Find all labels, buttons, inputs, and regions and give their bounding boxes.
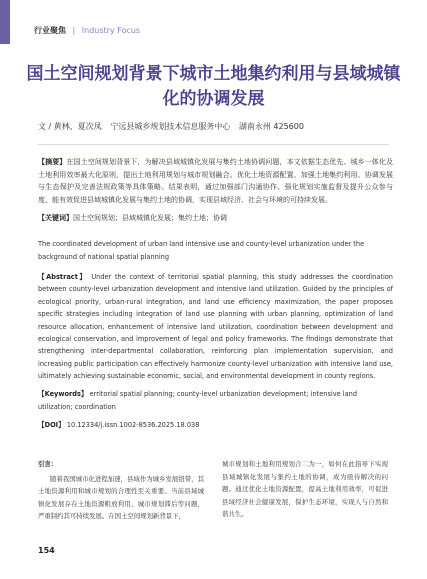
chinese-keywords-text: 国土空间规划；县域城镇化发展；集约土地；协调	[73, 214, 227, 222]
body-column-right	[222, 458, 388, 521]
column-header	[34, 26, 140, 36]
header-separator: |	[72, 26, 76, 35]
body-paragraph-right: 城市规划和土地利用规划合二为一，如何在此指导下实现县域城镇化发展与集约土地的协调，成为亟待解决的问题。通过优化土地资源配置，提高土地利用效率，可促进县域经济社会健康发展，保护生态环境，实现人与自然和谐共生。	[222, 460, 388, 518]
introduction-heading: 引言：	[38, 460, 58, 468]
corner-accent-block	[0, 0, 10, 44]
english-keywords-label: 【Keywords】	[38, 390, 88, 398]
article-title: 国土空间规划背景下城市土地集约利用与县域城镇化的协调发展	[26, 64, 401, 109]
doi-label: 【DOI】	[38, 421, 65, 429]
author-names: 文 / 黄林、夏次凤	[38, 122, 102, 131]
english-title: The coordinated development of urban land intensive use and county-level urbanization under the background of national spatial planning	[38, 240, 365, 261]
english-keywords	[38, 388, 393, 413]
page-number: 154	[38, 546, 55, 555]
body-paragraph-left: 随着我国城市化进程加速，县域作为城乡发展纽带，其土地资源利用和城市规划的合理性至关重要。当前县域城镇化发展存在土地资源粗放利用、城市规划滞后等问题，严重制约其可持续发展。在国土空间规划新背景下，	[38, 474, 204, 520]
english-abstract-label: 【Abstract】	[38, 273, 88, 281]
chinese-abstract	[38, 156, 393, 206]
chinese-abstract-text: 在国土空间规划背景下，为解决县域城镇化发展与集约土地协调问题，本文依据生态优先、城乡一体化及土地利用效率最大化原则，提出土地利用规划与城市规划融合、优化土地资源配置、加强土地集约利用、协调发展与生态保护及完善法规政策等具体策略。结果表明，通过加强部门沟通协作、强化规划实施监督及提升公众参与度，能有效促进县域城镇化发展与集约土地的协调，实现县域经济、社会与环境的可持续发展。	[38, 158, 394, 204]
doi-line	[38, 420, 199, 430]
divider	[38, 144, 389, 145]
english-abstract-text: Under the context of territorial spatial planning, this study addresses the coordination between county-level urbanization development and intensive land utilization. Guided by the principles of ecological priority, urban-rural integration, and land use efficiency maximization, the paper proposes specific strategies including integration of land use planning with urban planning, optimization of land resource allocation, enhancement of intensive land utilization, coordination between development and ecological conservation, and improvement of legal and policy frameworks. The findings demonstrate that strengthening inter-departmental collaboration, reinforcing plan implementation supervision, and increasing public participation can effectively harmonize county-level urbanization with intensive land use, ultimately achieving sustainable economic, social, and environmental development in county regions.	[38, 273, 393, 381]
author-line	[38, 122, 304, 132]
column-name-en: Industry Focus	[81, 26, 141, 35]
doi-value: 10.12334/j.issn.1002-8536.2025.18.038	[66, 421, 200, 429]
column-name: 行业聚焦	[34, 26, 66, 35]
chinese-keywords-label: 【关键词】	[38, 214, 73, 222]
author-address: 湖南永州 425600	[238, 122, 304, 131]
chinese-abstract-label: 【摘要】	[38, 158, 67, 166]
english-keywords-text: erritorial spatial planning; county-level urbanization development; intensive land utilization; coordination	[38, 390, 358, 411]
chinese-keywords	[38, 213, 393, 224]
author-affiliation: 宁远县城乡规划技术信息服务中心	[110, 122, 231, 131]
english-abstract	[38, 271, 393, 383]
body-column-left	[38, 458, 204, 523]
